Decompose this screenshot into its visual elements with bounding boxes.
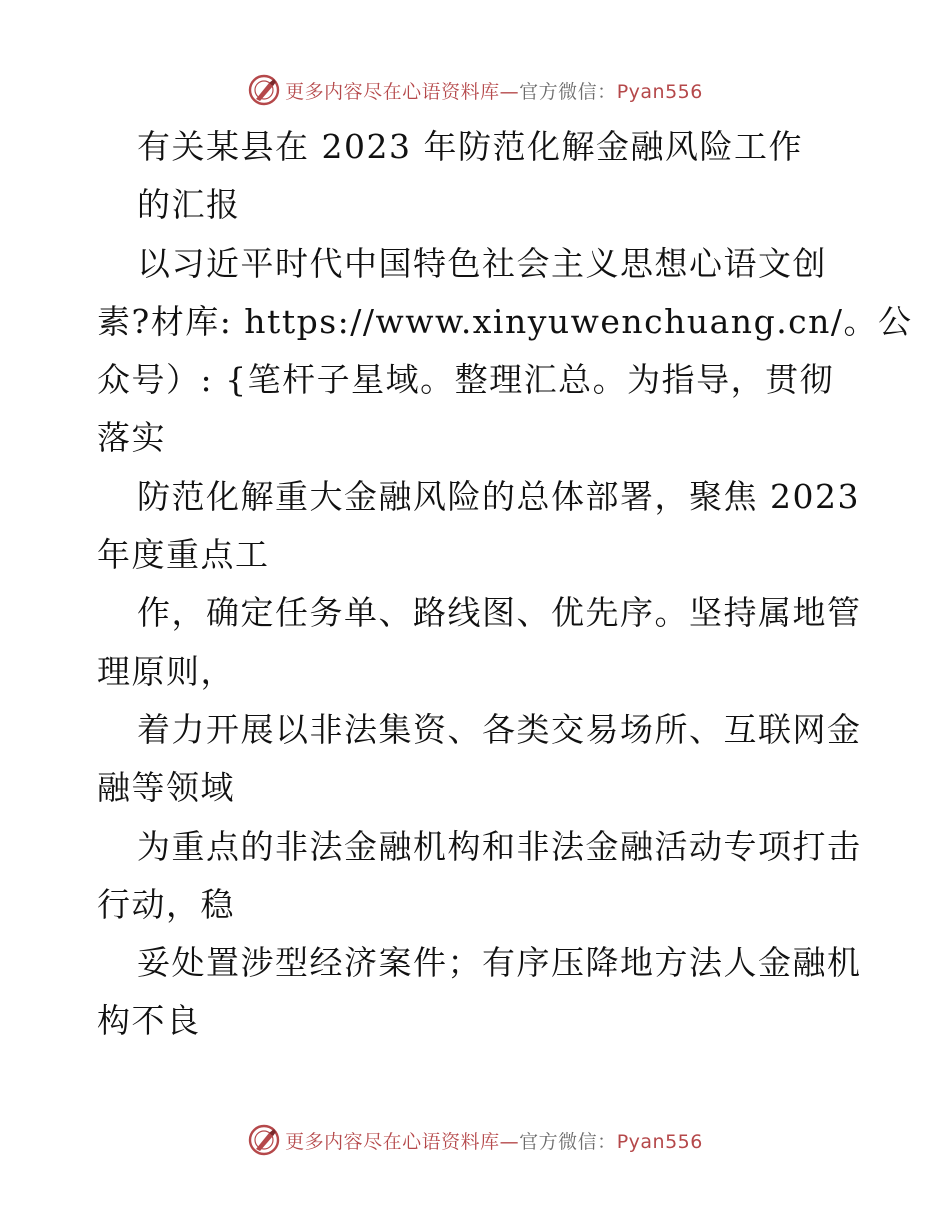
document-line: 理原则， [97, 651, 235, 691]
pen-nib-circle-icon [247, 1123, 281, 1157]
pen-nib-circle-icon [247, 73, 281, 107]
document-line: 行动，稳 [97, 884, 235, 924]
document-line: 作，确定任务单、路线图、优先序。坚持属地管 [137, 593, 862, 633]
document-line: 的汇报 [137, 185, 241, 225]
footer-separator: — [499, 1130, 520, 1153]
header-wechat-id: Pyan556 [616, 80, 703, 103]
document-line: 落实 [97, 418, 166, 458]
document-line: 素?材库: https://www.xinyuwenchuang.cn/。公 [97, 301, 913, 341]
header-banner-inner [247, 73, 703, 107]
document-line: 有关某县在 2023 年防范化解金融风险工作 [137, 127, 803, 166]
footer-banner-text [285, 1127, 703, 1154]
document-line: 妥处置涉型经济案件；有序压降地方法人金融机 [137, 943, 862, 983]
footer-site-text: 更多内容尽在心语资料库 [285, 1130, 500, 1153]
document-line: 为重点的非法金融机构和非法金融活动专项打击 [137, 826, 862, 866]
header-official-label: 官方微信： [519, 80, 617, 103]
footer-banner-inner [247, 1123, 703, 1157]
header-banner [0, 70, 950, 110]
footer-banner [0, 1120, 950, 1160]
document-line: 以习近平时代中国特色社会主义思想心语文创 [137, 243, 827, 283]
document-lines [97, 118, 913, 1051]
footer-wechat-id: Pyan556 [616, 1130, 703, 1153]
footer-official-label: 官方微信： [519, 1130, 617, 1153]
document-line: 融等领域 [97, 768, 235, 808]
document-line: 年度重点工 [97, 535, 270, 575]
document-line: 构不良 [97, 1001, 201, 1041]
header-site-text: 更多内容尽在心语资料库 [285, 80, 500, 103]
document-line: 着力开展以非法集资、各类交易场所、互联网金 [137, 709, 862, 749]
header-banner-text [285, 77, 703, 104]
document-line: 众号）: {笔杆子星域。整理汇总。为指导，贯彻 [97, 360, 835, 400]
document-line: 防范化解重大金融风险的总体部署，聚焦 2023 [137, 476, 860, 516]
header-separator: — [499, 80, 520, 103]
document-body [97, 118, 913, 1051]
